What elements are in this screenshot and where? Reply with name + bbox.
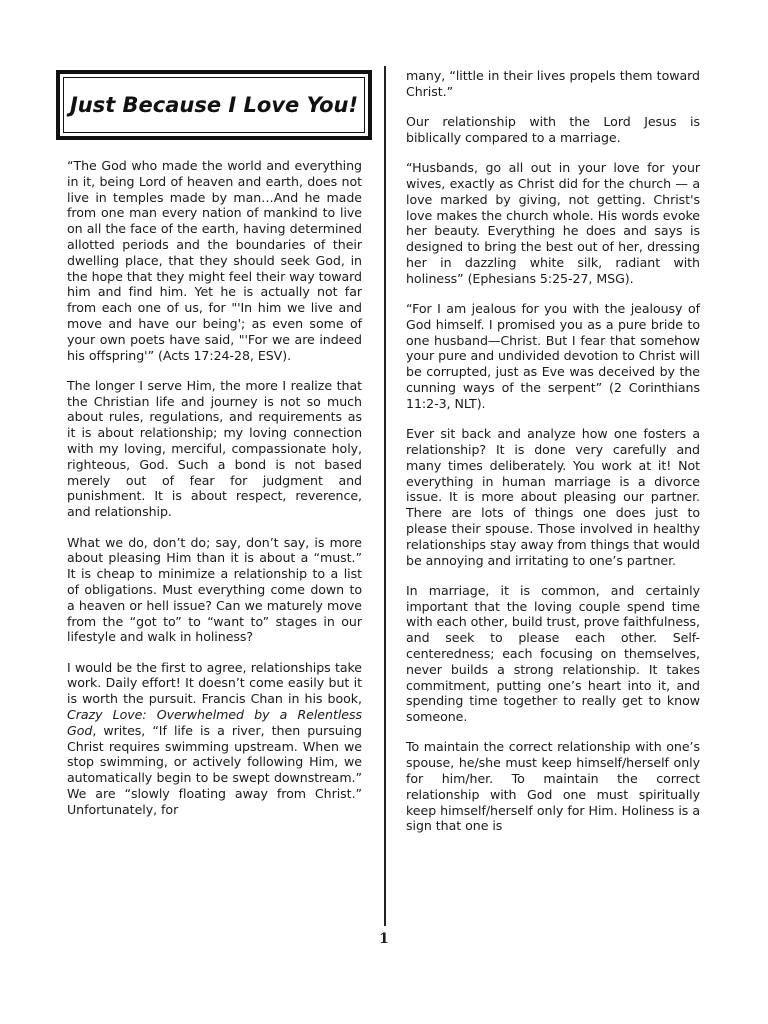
paragraph: “Husbands, go all out in your love for your wives, exactly as Christ did for the church — a love marked by giving, not getting. Christ's love makes the church whole. His words evoke her beauty. Everything he does and says is designed to bring the best out of her, dressing her in dazzling white silk, radiant with holiness” (Ephesians 5:25-27, MSG). [406,160,700,286]
book-title: Crazy Love: Overwhelmed by a Relentless God [67,707,362,738]
page-number: 1 [379,931,389,947]
paragraph: many, “little in their lives propels them toward Christ.” [406,68,700,99]
title-inner-border [63,77,365,133]
paragraph: “The God who made the world and everything in it, being Lord of heaven and earth, does not live in temples made by man…And he made from one man every nation of mankind to live on all the face of the earth, having determined allotted periods and the boundaries of their dwelling place, that they should seek God, in the hope that they might feel their way toward him and find him. Yet he is actually not far from each one of us, for "'In him we live and move and have our being'; as even some of your own poets have said, "'For we are indeed his offspring'” (Acts 17:24-28, ESV). [67,158,362,363]
paragraph: In marriage, it is common, and certainly important that the loving couple spend time with each other, build trust, prove faithfulness, and seek to please each other. Self-centeredness; each focusing on themselves, never builds a strong relationship. It takes commitment, putting one’s heart into it, and spending time together to really get to know someone. [406,582,700,725]
paragraph: “For I am jealous for you with the jealousy of God himself. I promised you as a pure bride to one husband—Christ. But I fear that somehow your pure and undivided devotion to Christ will be corrupted, just as Eve was deceived by the cunning ways of the serpent” (2 Corinthians 11:2-3, NLT). [406,301,700,411]
left-column [67,158,362,818]
title-box [56,70,372,140]
paragraph: What we do, don’t do; say, don’t say, is more about pleasing Him than it is about a “must.” It is cheap to minimize a relationship to a list of obligations. Must everything come down to a heaven or hell issue? Can we maturely move from the “got to” to “want to” stages in our lifestyle and walk in holiness? [67,534,362,645]
paragraph: Ever sit back and analyze how one fosters a relationship? It is done very carefully and many times deliberately. You work at it! Not everything in human marriage is a divorce issue. It is more about pleasing our partner. There are lots of things one does just to please their spouse. Those involved in healthy relationships stay away from things that would be annoying and irritating to one’s partner. [406,426,700,568]
column-divider [384,66,386,926]
paragraph [67,660,362,818]
paragraph-text: I would be the first to agree, relationships take work. Daily effort! It doesn’t come easily but it is worth the pursuit. Francis Chan in his book, [67,659,362,707]
article-title: Just Because I Love You! [69,93,359,117]
paragraph-text: , writes, “If life is a river, then pursuing Christ requires swimming upstream. When we stop swimming, or actively following Him, we automatically begin to be swept downstream.” We are “slowly floating away from Christ.” Unfortunately, for [67,722,362,817]
right-column [406,68,700,834]
paragraph: The longer I serve Him, the more I realize that the Christian life and journey is not so much about rules, regulations, and requirements as it is about relationship; my loving connection with my loving, merciful, compassionate holy, righteous, God. Such a bond is not based merely out of fear for judgment and punishment. It is about respect, reverence, and relationship. [67,377,362,520]
paragraph: To maintain the correct relationship with one’s spouse, he/she must keep himself/herself only for him/her. To maintain the correct relationship with God one must spiritually keep himself/herself only for Him. Holiness is a sign that one is [406,739,700,834]
paragraph: Our relationship with the Lord Jesus is biblically compared to a marriage. [406,114,700,145]
